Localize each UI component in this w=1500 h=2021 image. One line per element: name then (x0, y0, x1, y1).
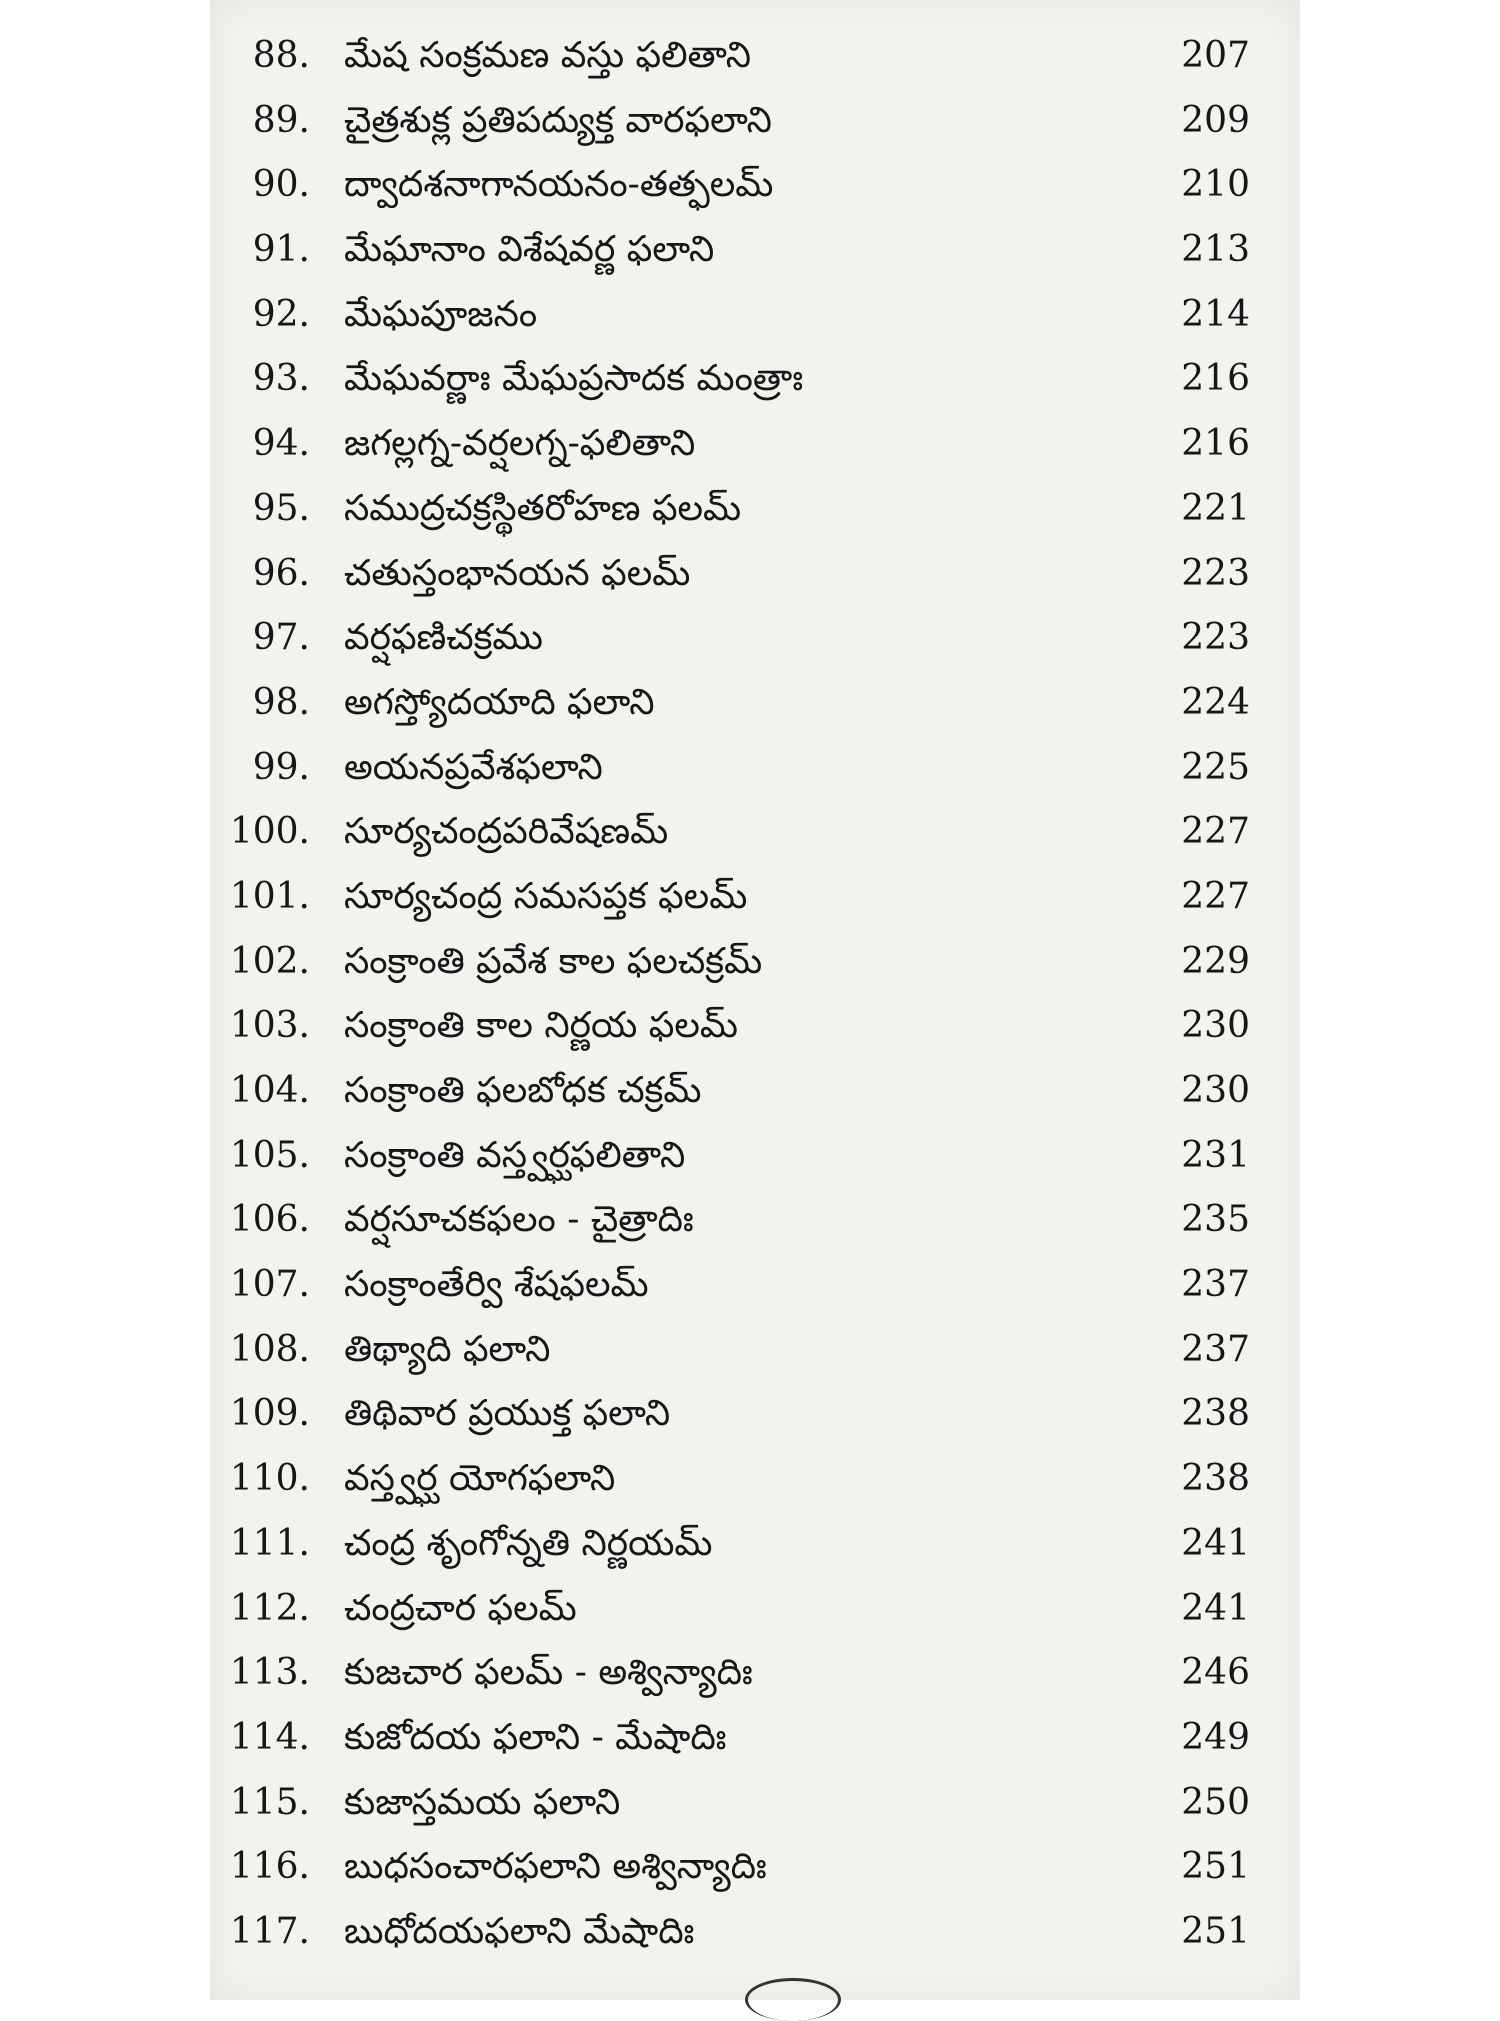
left-margin (0, 0, 210, 2000)
entry-number: 117. (229, 1910, 310, 1952)
toc-entry (210, 1835, 1270, 1900)
toc-entry (210, 477, 1270, 542)
entry-number: 108. (229, 1328, 310, 1370)
entry-title: సంక్రాంతేర్వి శేషఫలమ్ (344, 1264, 649, 1306)
table-of-contents (210, 24, 1270, 1965)
entry-title: అగస్త్యోదయాది ఫలాని (344, 681, 655, 723)
toc-entry (210, 671, 1270, 736)
entry-page-number: 225 (1181, 746, 1250, 788)
entry-page-number: 214 (1181, 293, 1250, 335)
right-margin (1300, 0, 1500, 2000)
entry-page-number: 216 (1181, 358, 1250, 400)
entry-page-number: 227 (1181, 811, 1250, 853)
entry-title: అయనప్రవేశఫలాని (344, 746, 603, 788)
entry-number: 115. (229, 1781, 310, 1823)
entry-title: కుజాస్తమయ ఫలాని (344, 1781, 621, 1823)
entry-number: 106. (229, 1199, 310, 1241)
toc-entry (210, 153, 1270, 218)
entry-title: ద్వాదశనాగానయనం-తత్ఫలమ్ (344, 164, 774, 206)
entry-number: 100. (229, 811, 310, 853)
toc-entry (210, 930, 1270, 995)
entry-number: 92. (252, 293, 310, 335)
entry-page-number: 250 (1181, 1781, 1250, 1823)
entry-number: 113. (229, 1652, 310, 1694)
entry-page-number: 216 (1181, 423, 1250, 465)
entry-page-number: 223 (1181, 552, 1250, 594)
entry-title: చంద్ర శృంగోన్నతి నిర్ణయమ్ (344, 1522, 713, 1564)
toc-entry (210, 412, 1270, 477)
entry-title: సంక్రాంతి వస్త్వర్ఘఫలితాని (344, 1134, 686, 1176)
entry-title: మేఘపూజనం (344, 293, 538, 335)
toc-entry (210, 800, 1270, 865)
entry-title: సంక్రాంతి ఫలబోధక చక్రమ్ (344, 1070, 702, 1111)
entry-title: జగల్లగ్న-వర్షలగ్న-ఫలితాని (344, 423, 696, 465)
entry-number: 107. (229, 1264, 310, 1306)
entry-title: చతుస్తంభానయన ఫలమ్ (344, 552, 691, 594)
entry-title: మేఘవర్ణాః మేఘప్రసాదక మంత్రాః (344, 358, 804, 400)
entry-page-number: 238 (1181, 1458, 1250, 1500)
toc-entry (210, 542, 1270, 607)
entry-number: 114. (229, 1716, 310, 1758)
entry-page-number: 237 (1181, 1264, 1250, 1306)
toc-entry (210, 606, 1270, 671)
entry-title: సముద్రచక్రస్థితరోహణ ఫలమ్ (344, 487, 742, 529)
toc-entry (210, 89, 1270, 154)
entry-title: సూర్యచంద్రపరివేషణమ్ (344, 811, 669, 853)
entry-title: చంద్రచార ఫలమ్ (344, 1587, 577, 1629)
toc-entry (210, 283, 1270, 348)
entry-number: 102. (229, 940, 310, 982)
entry-title: వస్త్వర్ఘ యోగఫలాని (344, 1458, 616, 1500)
entry-page-number: 231 (1181, 1134, 1250, 1176)
entry-page-number: 241 (1181, 1522, 1250, 1564)
entry-page-number: 230 (1181, 1005, 1250, 1047)
entry-number: 111. (229, 1522, 310, 1564)
entry-page-number: 246 (1181, 1652, 1250, 1694)
entry-page-number: 213 (1181, 229, 1250, 271)
toc-entry (210, 347, 1270, 412)
entry-page-number: 235 (1181, 1199, 1250, 1241)
entry-page-number: 251 (1181, 1846, 1250, 1888)
entry-page-number: 238 (1181, 1393, 1250, 1435)
toc-entry (210, 1900, 1270, 1965)
entry-page-number: 224 (1181, 681, 1250, 723)
entry-page-number: 251 (1181, 1910, 1250, 1952)
entry-title: బుధసంచారఫలాని అశ్విన్యాదిః (344, 1846, 767, 1888)
toc-entry (210, 1318, 1270, 1383)
entry-number: 105. (229, 1134, 310, 1176)
entry-number: 89. (252, 99, 310, 141)
entry-title: వర్షసూచకఫలం - చైత్రాదిః (344, 1199, 694, 1241)
toc-entry (210, 1706, 1270, 1771)
entry-number: 95. (252, 487, 310, 529)
toc-entry (210, 736, 1270, 801)
entry-title: సంక్రాంతి ప్రవేశ కాల ఫలచక్రమ్ (344, 940, 763, 982)
entry-title: తిథ్యాది ఫలాని (344, 1328, 551, 1370)
entry-title: కుజచార ఫలమ్ - అశ్విన్యాదిః (344, 1652, 753, 1694)
entry-page-number: 221 (1181, 487, 1250, 529)
toc-entry (210, 994, 1270, 1059)
entry-page-number: 207 (1181, 35, 1250, 76)
entry-number: 101. (229, 875, 310, 917)
entry-number: 103. (229, 1005, 310, 1047)
entry-page-number: 229 (1181, 940, 1250, 982)
entry-number: 112. (229, 1587, 310, 1629)
entry-title: వర్షఫణిచక్రము (344, 617, 543, 659)
entry-number: 116. (229, 1846, 310, 1888)
entry-number: 88. (252, 35, 310, 76)
entry-title: తిథివార ప్రయుక్త ఫలాని (344, 1393, 671, 1435)
entry-title: కుజోదయ ఫలాని - మేషాదిః (344, 1716, 727, 1758)
entry-number: 96. (252, 552, 310, 594)
toc-entry (210, 24, 1270, 89)
entry-title: బుధోదయఫలాని మేషాదిః (344, 1910, 695, 1952)
entry-page-number: 227 (1181, 875, 1250, 917)
entry-number: 91. (252, 229, 310, 271)
entry-page-number: 210 (1181, 164, 1250, 206)
entry-page-number: 209 (1181, 99, 1250, 141)
entry-page-number: 223 (1181, 617, 1250, 659)
entry-page-number: 237 (1181, 1328, 1250, 1370)
toc-entry (210, 1641, 1270, 1706)
toc-entry (210, 1253, 1270, 1318)
toc-entry (210, 1447, 1270, 1512)
toc-entry (210, 218, 1270, 283)
entry-title: చైత్రశుక్ల ప్రతిపద్యుక్త వారఫలాని (344, 99, 772, 141)
toc-entry (210, 1382, 1270, 1447)
toc-entry (210, 1771, 1270, 1836)
toc-entry (210, 1577, 1270, 1642)
entry-number: 90. (252, 164, 310, 206)
entry-title: మేఘానాం విశేషవర్ణ ఫలాని (344, 229, 715, 271)
entry-title: సంక్రాంతి కాల నిర్ణయ ఫలమ్ (344, 1005, 738, 1047)
entry-number: 110. (229, 1458, 310, 1500)
toc-entry (210, 1188, 1270, 1253)
toc-entry (210, 1124, 1270, 1189)
entry-page-number: 249 (1181, 1716, 1250, 1758)
toc-entry (210, 1512, 1270, 1577)
toc-entry (210, 1059, 1270, 1124)
entry-number: 104. (229, 1070, 310, 1111)
entry-title: సూర్యచంద్ర సమసప్తక ఫలమ్ (344, 875, 748, 917)
entry-number: 109. (229, 1393, 310, 1435)
entry-number: 93. (252, 358, 310, 400)
entry-number: 99. (252, 746, 310, 788)
entry-page-number: 241 (1181, 1587, 1250, 1629)
entry-number: 94. (252, 423, 310, 465)
toc-entry (210, 865, 1270, 930)
entry-title: మేష సంక్రమణ వస్తు ఫలితాని (344, 35, 752, 76)
entry-number: 97. (252, 617, 310, 659)
entry-page-number: 230 (1181, 1070, 1250, 1111)
entry-number: 98. (252, 681, 310, 723)
